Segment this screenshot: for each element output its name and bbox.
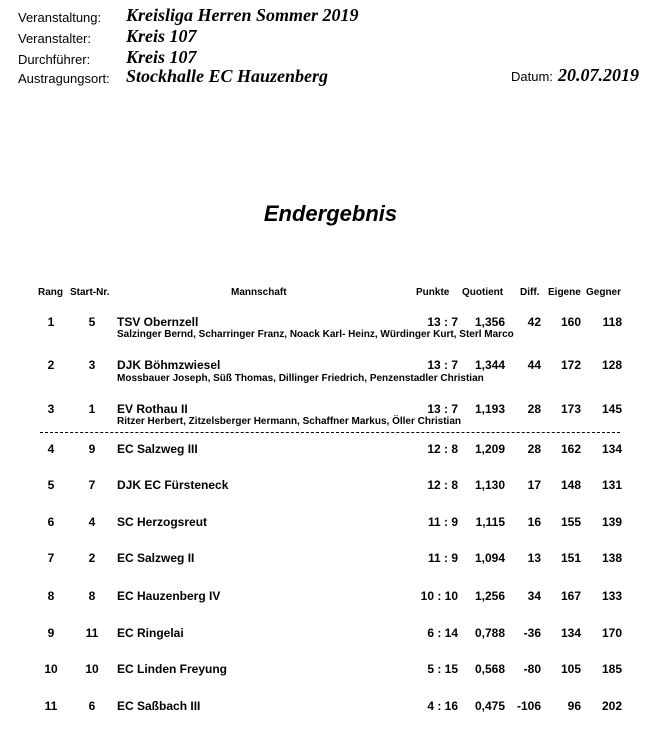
row-7-start: 2 — [88, 551, 96, 565]
col-header-rang: Rang — [38, 287, 63, 298]
row-4-diff: 28 — [527, 442, 541, 456]
row-4-gegner: 134 — [601, 442, 622, 456]
row-9-punkte: 6 : 14 — [427, 626, 458, 640]
row-2-members: Mossbauer Joseph, Süß Thomas, Dillinger Friedrich, Penzenstadler Christian — [117, 373, 484, 384]
row-10-quotient: 0,568 — [474, 662, 505, 676]
row-2-quotient: 1,344 — [474, 358, 505, 372]
row-1-punkte: 13 : 7 — [427, 315, 458, 329]
row-1-gegner: 118 — [602, 315, 622, 329]
col-header-start: Start-Nr. — [70, 287, 110, 298]
row-7-diff: 13 — [527, 551, 541, 565]
row-8-diff: 34 — [527, 589, 541, 603]
row-9-eigene: 134 — [560, 626, 581, 640]
col-header-mannschaft: Mannschaft — [231, 287, 287, 298]
row-5-punkte: 12 : 8 — [427, 478, 458, 492]
row-11-rang: 11 — [44, 699, 58, 713]
row-3-punkte: 13 : 7 — [427, 402, 458, 416]
row-7-eigene: 151 — [560, 551, 581, 565]
row-3-team: EV Rothau II — [117, 402, 188, 416]
col-header-eigene: Eigene — [548, 287, 581, 298]
row-9-team: EC Ringelai — [117, 626, 184, 640]
row-10-team: EC Linden Freyung — [117, 662, 228, 676]
row-10-diff: -80 — [523, 662, 541, 676]
row-8-quotient: 1,256 — [474, 589, 505, 603]
veranstaltung-value: Kreisliga Herren Sommer 2019 — [126, 5, 359, 25]
row-9-quotient: 0,788 — [474, 626, 505, 640]
row-3-gegner: 145 — [601, 402, 622, 416]
row-11-eigene: 96 — [567, 699, 581, 713]
page-title: Endergebnis — [263, 201, 398, 226]
row-6-punkte: 11 : 9 — [427, 515, 458, 529]
row-5-eigene: 148 — [560, 478, 581, 492]
col-header-punkte: Punkte — [416, 287, 450, 298]
veranstalter-value: Kreis 107 — [126, 26, 197, 46]
row-2-team: DJK Böhmzwiesel — [117, 358, 221, 372]
row-5-diff: 17 — [527, 478, 541, 492]
austragungsort-label: Austragungsort: — [18, 71, 110, 86]
row-2-diff: 44 — [527, 358, 541, 372]
row-3-start: 1 — [88, 402, 96, 416]
row-11-diff: -106 — [516, 699, 541, 713]
row-9-start: 11 — [85, 626, 99, 640]
row-7-quotient: 1,094 — [474, 551, 505, 565]
row-9-rang: 9 — [47, 626, 55, 640]
row-8-punkte: 10 : 10 — [420, 589, 458, 603]
row-2-rang: 2 — [47, 358, 55, 372]
col-header-gegner: Gegner — [586, 287, 622, 298]
row-7-team: EC Salzweg II — [117, 551, 195, 565]
row-3-diff: 28 — [527, 402, 541, 416]
row-5-gegner: 131 — [601, 478, 622, 492]
col-header-quotient: Quotient — [462, 287, 504, 298]
row-3-rang: 3 — [47, 402, 55, 416]
row-11-quotient: 0,475 — [474, 699, 505, 713]
row-10-gegner: 185 — [601, 662, 622, 676]
row-11-team: EC Saßbach III — [117, 699, 201, 713]
row-10-eigene: 105 — [560, 662, 581, 676]
row-6-diff: 16 — [527, 515, 541, 529]
row-10-punkte: 5 : 15 — [427, 662, 458, 676]
row-2-punkte: 13 : 7 — [427, 358, 458, 372]
row-2-start: 3 — [88, 358, 96, 372]
row-4-start: 9 — [88, 442, 96, 456]
durchfuehrer-label: Durchführer: — [18, 52, 91, 67]
row-7-punkte: 11 : 9 — [427, 551, 458, 565]
row-3-eigene: 173 — [560, 402, 581, 416]
row-8-rang: 8 — [47, 589, 55, 603]
row-4-punkte: 12 : 8 — [427, 442, 458, 456]
row-1-diff: 42 — [527, 315, 541, 329]
datum-value: 20.07.2019 — [558, 65, 639, 85]
row-1-quotient: 1,356 — [474, 315, 505, 329]
datum-label: Datum: — [511, 69, 553, 84]
row-1-start: 5 — [88, 315, 96, 329]
row-4-eigene: 162 — [560, 442, 581, 456]
row-2-eigene: 172 — [560, 358, 581, 372]
row-9-gegner: 170 — [601, 626, 622, 640]
row-5-start: 7 — [88, 478, 96, 492]
row-5-rang: 5 — [47, 478, 55, 492]
row-6-eigene: 155 — [560, 515, 581, 529]
row-8-team: EC Hauzenberg IV — [117, 589, 221, 603]
row-5-team: DJK EC Fürsteneck — [117, 478, 229, 492]
row-6-quotient: 1,115 — [475, 515, 505, 529]
row-10-start: 10 — [85, 662, 99, 676]
durchfuehrer-value: Kreis 107 — [126, 47, 197, 67]
row-4-team: EC Salzweg III — [117, 442, 198, 456]
row-1-eigene: 160 — [560, 315, 581, 329]
row-11-punkte: 4 : 16 — [427, 699, 458, 713]
row-7-rang: 7 — [47, 551, 55, 565]
row-6-team: SC Herzogsreut — [117, 515, 208, 529]
row-6-gegner: 139 — [601, 515, 622, 529]
row-11-start: 6 — [88, 699, 96, 713]
row-2-gegner: 128 — [601, 358, 622, 372]
row-1-team: TSV Obernzell — [117, 315, 199, 329]
row-7-gegner: 138 — [601, 551, 622, 565]
row-4-quotient: 1,209 — [474, 442, 505, 456]
row-6-start: 4 — [88, 515, 96, 529]
row-6-rang: 6 — [47, 515, 55, 529]
qualification-divider — [40, 432, 620, 433]
row-10-rang: 10 — [44, 662, 58, 676]
row-9-diff: -36 — [523, 626, 541, 640]
row-8-eigene: 167 — [560, 589, 581, 603]
row-8-gegner: 133 — [601, 589, 622, 603]
row-1-rang: 1 — [47, 315, 55, 329]
veranstaltung-label: Veranstaltung: — [18, 10, 102, 25]
row-4-rang: 4 — [47, 442, 55, 456]
row-3-members: Ritzer Herbert, Zitzelsberger Hermann, Schaffner Markus, Öller Christian — [117, 416, 461, 427]
row-3-quotient: 1,193 — [474, 402, 505, 416]
row-11-gegner: 202 — [601, 699, 622, 713]
veranstalter-label: Veranstalter: — [18, 31, 91, 46]
row-8-start: 8 — [88, 589, 96, 603]
austragungsort-value: Stockhalle EC Hauzenberg — [126, 66, 329, 86]
row-5-quotient: 1,130 — [474, 478, 505, 492]
col-header-diff: Diff. — [520, 287, 540, 298]
row-1-members: Salzinger Bernd, Scharringer Franz, Noack Karl- Heinz, Würdinger Kurt, Sterl Marco — [117, 329, 514, 340]
